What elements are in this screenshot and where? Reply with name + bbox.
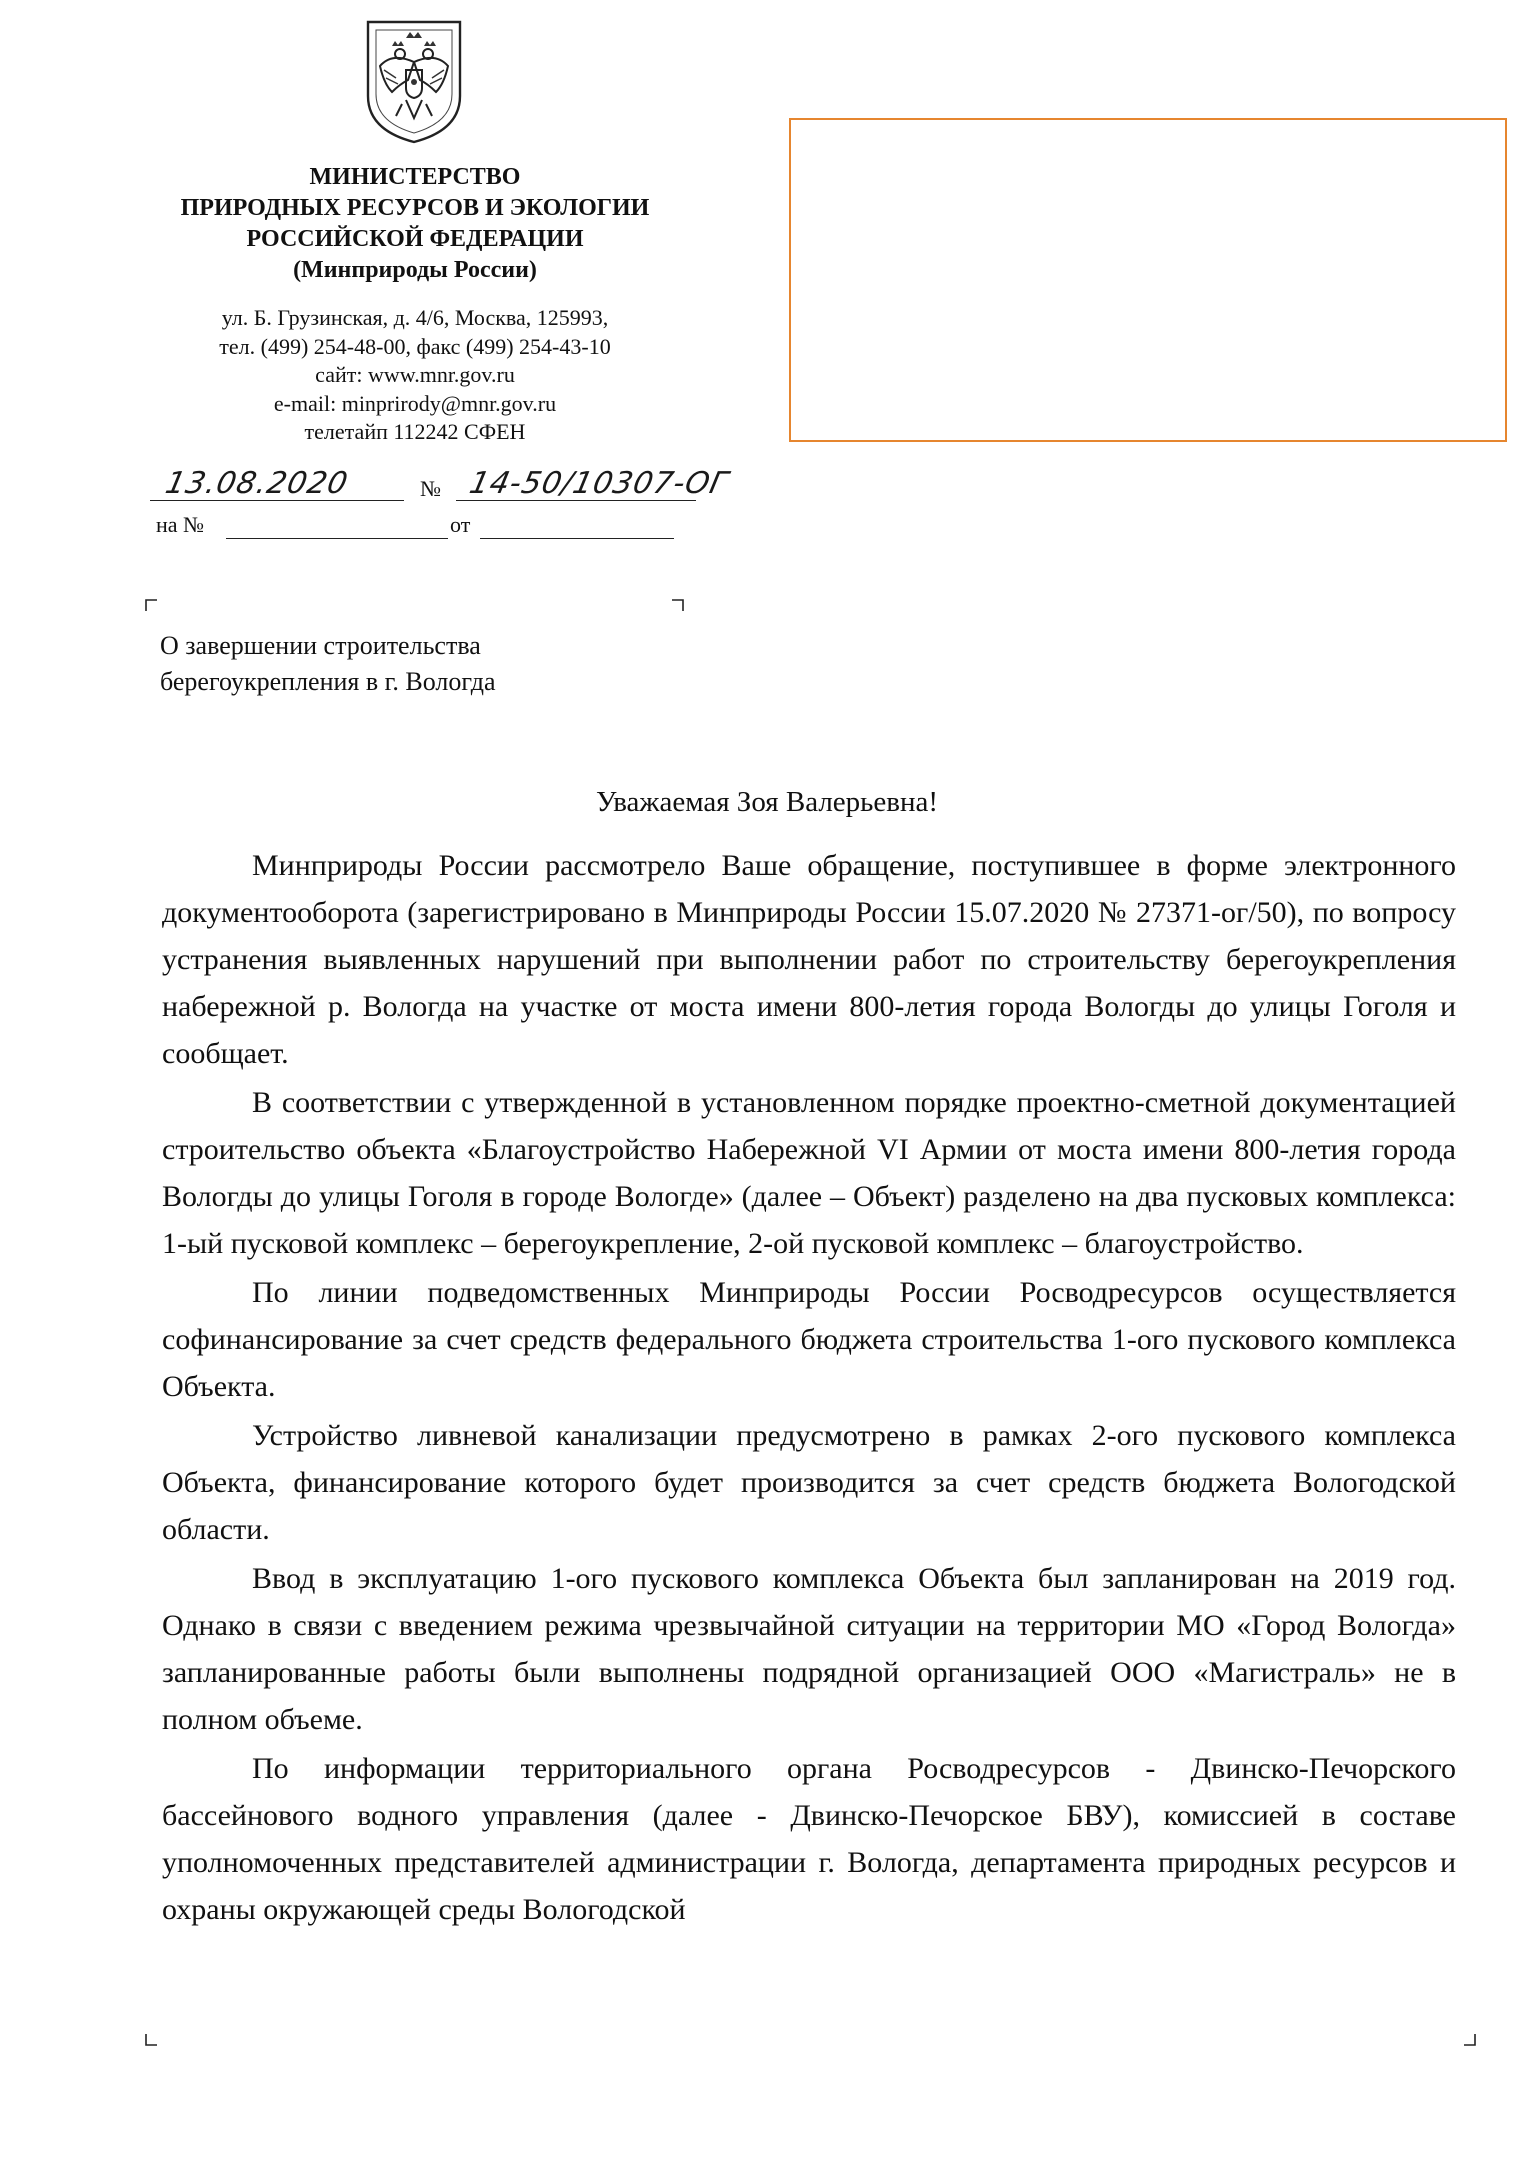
number-label: № <box>420 476 441 501</box>
body-paragraph: По линии подведомственных Минприроды России Росводресурсов осуществляется софинансирование за счет средств федерального бюджета строительства 1-ого пускового комплекса Объекта. <box>162 1276 1456 1403</box>
subject-line: О завершении строительства <box>160 631 481 660</box>
ref-number-label: на № <box>156 512 205 537</box>
letter-subject <box>160 628 496 700</box>
body-paragraph: В соответствии с утвержденной в установленном порядке проектно-сметной документацией строительство объекта «Благоустройство Набережной VI Армии от моста имени 800-летия города Вологды до улицы Гоголя в городе Вологде» (далее – Объект) разделено на два пусковых комплекса: 1-ый пусковой комплекс – берегоукрепление, 2-ой пусковой комплекс – благоустройство. <box>162 1086 1456 1260</box>
number-underline <box>456 500 696 501</box>
address-line: ул. Б. Грузинская, д. 4/6, Москва, 125993, <box>221 305 609 330</box>
email-line: e-mail: minprirody@mnr.gov.ru <box>273 390 557 416</box>
corner-mark-bottom-right <box>1464 2034 1476 2046</box>
coat-of-arms-emblem <box>362 18 466 146</box>
body-paragraph: Устройство ливневой канализации предусмотрено в рамках 2-ого пускового комплекса Объекта, финансирование которого будет производится за счет средств бюджета Вологодской области. <box>162 1419 1456 1546</box>
ministry-line: ПРИРОДНЫХ РЕСУРСОВ И ЭКОЛОГИИ <box>180 195 650 221</box>
corner-mark-top-left <box>145 599 157 611</box>
letter-body <box>162 842 1456 1933</box>
body-paragraph: Минприроды России рассмотрело Ваше обращение, поступившее в форме электронного документооборота (зарегистрировано в Минприроды России 15.07.2020 № 27371-ог/50), по вопросу устранения выявленных нарушений при выполнении работ по строительству берегоукрепления набережной р. Вологда на участке от моста имени 800-летия города Вологды до улицы Гоголя и сообщает. <box>162 849 1456 1070</box>
greeting: Уважаемая Зоя Валерьевна! <box>595 786 939 818</box>
subject-line: берегоукрепления в г. Вологда <box>160 667 496 696</box>
ministry-short-name: (Минприроды России) <box>293 257 537 283</box>
addressee-stamp-box <box>789 118 1507 442</box>
phone-line: тел. (499) 254-48-00, факс (499) 254-43-10 <box>219 333 611 359</box>
ref-date-label: от <box>450 512 471 537</box>
date-underline <box>150 500 404 501</box>
corner-mark-top-right <box>672 599 684 611</box>
teletype-line: телетайп 112242 СФЕН <box>304 419 526 444</box>
corner-mark-bottom-left <box>145 2034 157 2046</box>
ministry-line: РОССИЙСКОЙ ФЕДЕРАЦИИ <box>246 226 584 252</box>
website-line: сайт: www.mnr.gov.ru <box>315 362 515 387</box>
handwritten-number: 14-50/10307-ОГ <box>466 466 732 501</box>
ministry-contacts <box>140 304 690 447</box>
handwritten-date: 13.08.2020 <box>162 466 352 501</box>
ref-date-underline <box>480 538 674 539</box>
ministry-name <box>140 162 690 286</box>
body-paragraph: По информации территориального органа Росводресурсов - Двинско-Печорского бассейнового водного управления (далее - Двинско-Печорское БВУ), комиссией в составе уполномоченных представителей администрации г. Вологда, департамента природных ресурсов и охраны окружающей среды Вологодской <box>162 1752 1456 1926</box>
ministry-line: МИНИСТЕРСТВО <box>309 164 521 190</box>
body-paragraph: Ввод в эксплуатацию 1-ого пускового комплекса Объекта был запланирован на 2019 год. Однако в связи с введением режима чрезвычайной ситуации на территории МО «Город Вологда» запланированные работы были выполнены подрядной организацией ООО «Магистраль» не в полном объеме. <box>162 1562 1456 1736</box>
ref-number-underline <box>226 538 448 539</box>
